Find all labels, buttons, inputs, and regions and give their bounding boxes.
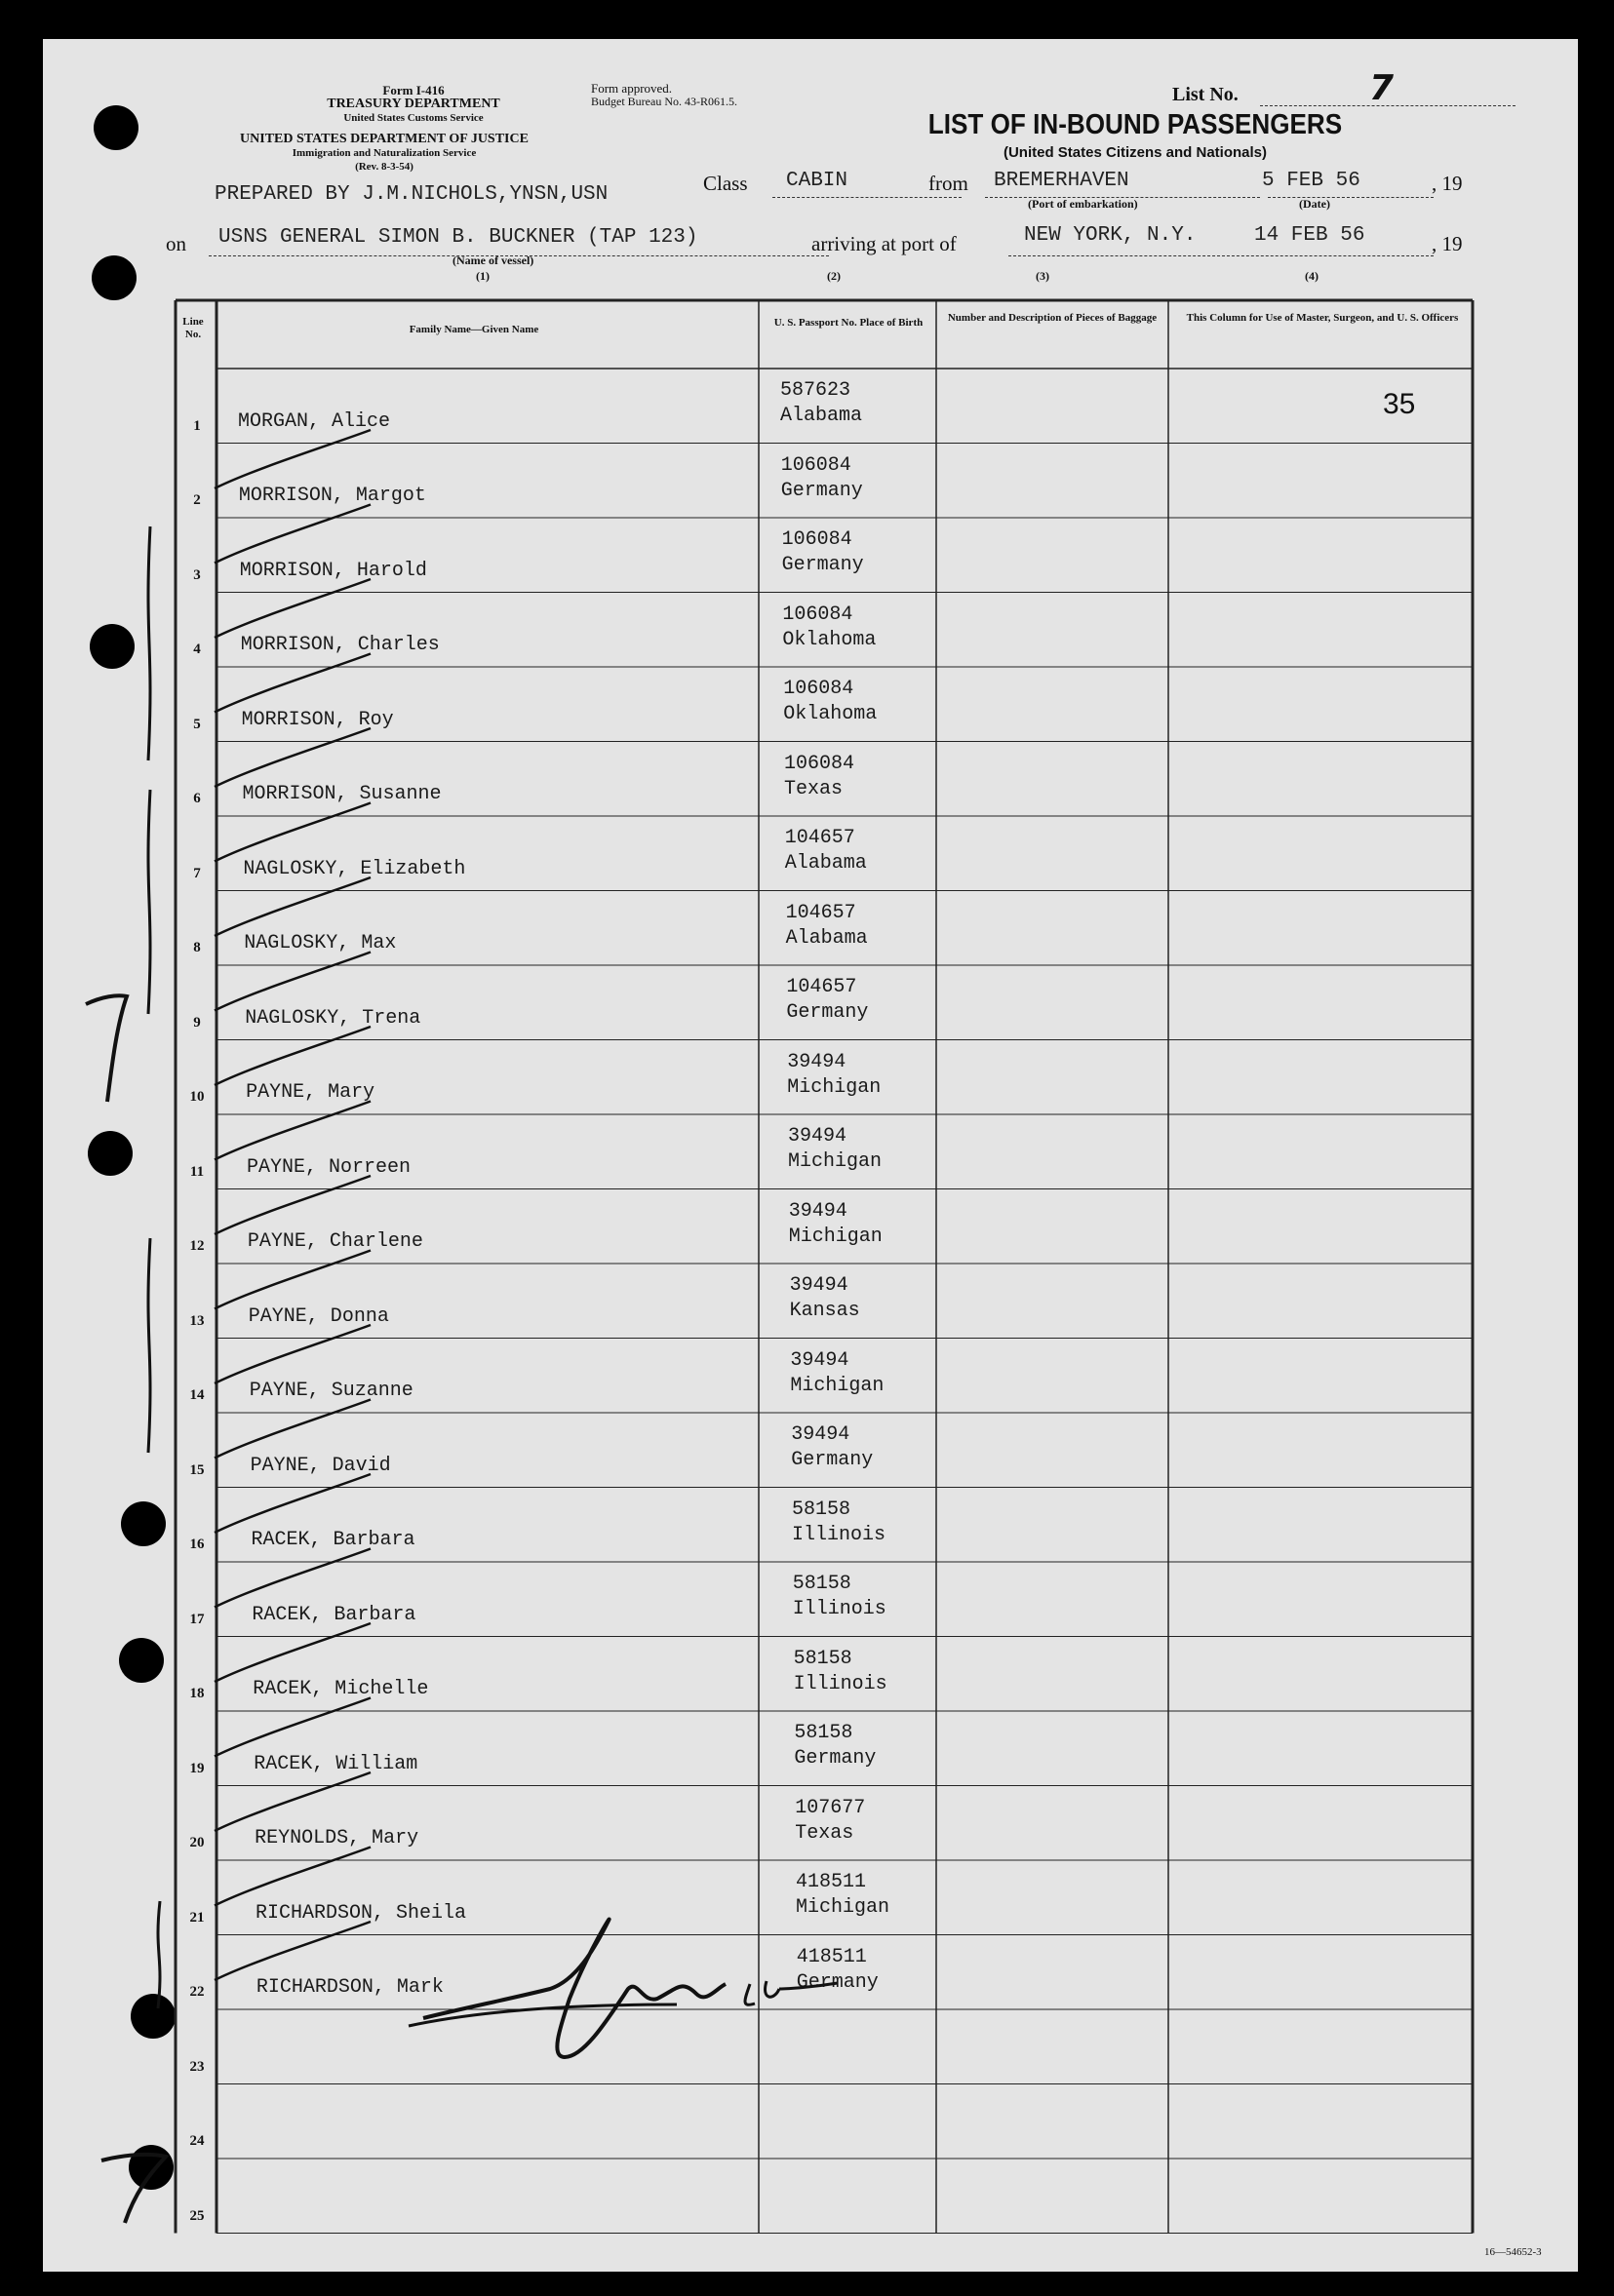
margin-bracket — [148, 526, 150, 760]
check-mark — [215, 505, 371, 564]
birthplace: Germany — [796, 1970, 879, 1994]
passport-number: 39494 — [791, 1423, 850, 1446]
budget-bureau: Budget Bureau No. 43-R061.5. — [591, 95, 737, 108]
line-number: 14 — [189, 1387, 205, 1403]
justice-dept: UNITED STATES DEPARTMENT OF JUSTICE — [240, 132, 529, 146]
birthplace: Alabama — [784, 852, 867, 875]
passenger-name: PAYNE, Mary — [246, 1081, 375, 1104]
form-number: Form I-416 — [382, 83, 445, 97]
check-mark — [215, 1698, 371, 1757]
manifest-sheet — [43, 39, 1578, 2272]
line-number: 18 — [189, 1686, 205, 1701]
check-mark — [215, 1474, 371, 1533]
line-number: 13 — [189, 1312, 205, 1329]
from-caption: (Port of embarkation) — [1028, 197, 1138, 211]
passport-number: 106084 — [782, 603, 853, 626]
col-header-name: Family Name—Given Name — [409, 324, 539, 335]
col-index-3: (3) — [1036, 269, 1049, 283]
passenger-name: MORRISON, Roy — [241, 708, 394, 731]
passenger-name: RICHARDSON, Sheila — [256, 1901, 467, 1925]
passport-number: 418511 — [796, 1871, 867, 1893]
line-number: 1 — [193, 417, 201, 434]
vessel-caption: (Name of vessel) — [453, 253, 534, 267]
passenger-name: NAGLOSKY, Max — [244, 932, 397, 954]
line-number: 7 — [193, 865, 201, 881]
birthplace: Kansas — [789, 1300, 860, 1322]
page-title: LIST OF IN-BOUND PASSENGERS — [927, 109, 1343, 140]
passport-number: 104657 — [785, 901, 856, 924]
passenger-name: PAYNE, Donna — [248, 1304, 389, 1328]
birthplace: Germany — [794, 1747, 877, 1770]
passport-number: 587623 — [780, 379, 851, 402]
check-mark — [215, 1848, 371, 1906]
signature-mark — [404, 1911, 852, 2067]
check-mark — [215, 877, 371, 936]
check-mark — [215, 1400, 371, 1459]
depart-date: 5 FEB 56 — [1262, 170, 1360, 192]
passenger-name: MORRISON, Margot — [238, 485, 426, 507]
birthplace: Germany — [781, 554, 864, 576]
check-mark — [215, 1772, 371, 1831]
check-mark — [215, 430, 371, 488]
check-mark — [215, 1623, 371, 1682]
line-number: 4 — [193, 642, 201, 657]
check-mark — [215, 1251, 371, 1309]
line-number: 6 — [193, 791, 201, 806]
birthplace: Texas — [784, 777, 844, 800]
passenger-name: MORRISON, Susanne — [242, 783, 442, 805]
margin-bracket — [148, 1238, 150, 1453]
col-header-passport: U. S. Passport No. Place of Birth — [773, 317, 924, 329]
arrival-port: NEW YORK, N.Y. — [1024, 224, 1197, 247]
passport-number: 106084 — [784, 752, 855, 775]
year-suffix: , 19 — [1432, 232, 1463, 255]
birthplace: Alabama — [785, 926, 868, 950]
passenger-name: MORRISON, Harold — [239, 559, 427, 582]
list-no-value: 7 — [1369, 68, 1395, 108]
line-number: 24 — [189, 2133, 205, 2149]
class-value: CABIN — [786, 170, 848, 192]
passenger-name: MORRISON, Charles — [240, 634, 440, 656]
passenger-name: PAYNE, Suzanne — [249, 1380, 413, 1402]
arriving-label: arriving at port of — [811, 232, 957, 255]
passenger-name: RACEK, Michelle — [253, 1678, 429, 1700]
prepared-by: PREPARED BY J.M.NICHOLS,YNSN,USN — [215, 183, 609, 206]
birthplace: Michigan — [790, 1374, 885, 1397]
check-mark — [215, 579, 371, 638]
line-number: 12 — [189, 1238, 205, 1254]
passport-number: 106084 — [781, 528, 852, 551]
line-number: 16 — [189, 1537, 205, 1552]
check-mark — [215, 953, 371, 1011]
passport-number: 39494 — [790, 1348, 849, 1372]
ins-service: Immigration and Naturalization Service — [292, 147, 477, 159]
margin-mark — [96, 2135, 174, 2233]
passenger-name: RACEK, Barbara — [252, 1603, 416, 1626]
treasury-dept: TREASURY DEPARTMENT — [327, 97, 500, 111]
check-mark — [215, 1102, 371, 1160]
passenger-name: PAYNE, Norreen — [247, 1155, 412, 1179]
passenger-name: RACEK, William — [254, 1752, 418, 1775]
passport-number: 104657 — [786, 976, 857, 998]
page-subtitle: (United States Citizens and Nationals) — [1003, 144, 1268, 161]
col-header-baggage: Number and Description of Pieces of Baggage — [947, 312, 1158, 324]
line-number: 17 — [189, 1611, 205, 1627]
birthplace: Germany — [780, 479, 863, 502]
passport-number: 58158 — [794, 1722, 853, 1744]
line-number: 3 — [193, 566, 201, 583]
check-mark — [215, 1325, 371, 1383]
col-header-line: Line No. — [182, 316, 204, 340]
check-mark — [215, 728, 371, 787]
date-caption: (Date) — [1299, 197, 1330, 211]
customs-service: United States Customs Service — [343, 112, 484, 124]
passenger-name: MORGAN, Alice — [238, 409, 391, 433]
officer-note: 35 — [1383, 388, 1416, 420]
passenger-name: NAGLOSKY, Trena — [245, 1006, 421, 1030]
form-approved: Form approved. — [591, 81, 673, 96]
passport-number: 39494 — [789, 1274, 848, 1297]
arrival-date: 14 FEB 56 — [1254, 224, 1365, 247]
passport-number: 106084 — [780, 453, 851, 477]
vessel-name: USNS GENERAL SIMON B. BUCKNER (TAP 123) — [218, 226, 698, 249]
birthplace: Oklahoma — [783, 703, 878, 725]
line-number: 19 — [189, 1760, 205, 1776]
birthplace: Illinois — [793, 1672, 887, 1695]
birthplace: Illinois — [792, 1523, 886, 1546]
passenger-name: RACEK, Barbara — [251, 1529, 415, 1551]
birthplace: Michigan — [788, 1225, 883, 1248]
form-revision: (Rev. 8-3-54) — [355, 161, 413, 173]
line-number: 10 — [189, 1089, 205, 1105]
col-index-4: (4) — [1305, 269, 1319, 283]
check-mark — [215, 1922, 371, 1980]
check-mark — [215, 654, 371, 713]
passenger-name: PAYNE, David — [250, 1454, 391, 1477]
on-label: on — [166, 232, 186, 255]
check-mark — [215, 1176, 371, 1234]
passenger-name: NAGLOSKY, Elizabeth — [243, 857, 466, 880]
birthplace: Michigan — [788, 1150, 883, 1173]
passport-number: 39494 — [788, 1125, 847, 1148]
col-header-officers: This Column for Use of Master, Surgeon, and U. S. Officers — [1186, 312, 1459, 324]
line-number: 23 — [189, 2058, 205, 2075]
passport-number: 104657 — [784, 827, 855, 849]
col-index-1: (1) — [476, 269, 490, 283]
passport-number: 418511 — [796, 1945, 867, 1968]
margin-bracket — [158, 1901, 160, 2008]
check-mark — [215, 1549, 371, 1608]
passenger-name: PAYNE, Charlene — [247, 1230, 423, 1253]
passport-number: 107677 — [795, 1796, 866, 1819]
check-mark — [215, 803, 371, 862]
birthplace: Michigan — [787, 1075, 882, 1099]
birthplace: Germany — [786, 1001, 869, 1024]
line-number: 8 — [193, 940, 201, 955]
birthplace: Oklahoma — [782, 628, 877, 651]
from-label: from — [928, 172, 968, 195]
col-index-2: (2) — [827, 269, 841, 283]
passport-number: 58158 — [793, 1647, 852, 1670]
birthplace: Illinois — [792, 1598, 886, 1620]
line-number: 5 — [193, 716, 201, 732]
line-number: 21 — [189, 1909, 205, 1926]
line-number: 22 — [189, 1984, 205, 2000]
list-no-label: List No. — [1172, 84, 1239, 105]
line-number: 25 — [189, 2207, 205, 2224]
line-number: 9 — [193, 1014, 201, 1031]
passenger-name: REYNOLDS, Mary — [255, 1827, 419, 1849]
birthplace: Texas — [795, 1821, 854, 1845]
year-suffix: , 19 — [1432, 172, 1463, 195]
line-number: 15 — [189, 1461, 205, 1478]
line-number: 11 — [189, 1163, 205, 1180]
line-number: 20 — [189, 1835, 205, 1850]
footer-code: 16—54652-3 — [1484, 2246, 1542, 2258]
passport-number: 39494 — [787, 1050, 846, 1073]
from-value: BREMERHAVEN — [994, 170, 1129, 192]
birthplace: Germany — [791, 1449, 874, 1471]
passport-number: 58158 — [792, 1573, 851, 1595]
birthplace: Michigan — [796, 1896, 890, 1919]
passport-number: 106084 — [783, 678, 854, 700]
margin-mark — [78, 975, 137, 1111]
passport-number: 39494 — [788, 1199, 847, 1223]
line-number: 2 — [193, 492, 201, 508]
check-mark — [215, 1027, 371, 1085]
birthplace: Alabama — [780, 405, 863, 427]
passenger-name: RICHARDSON, Mark — [256, 1976, 444, 1999]
passport-number: 58158 — [792, 1498, 851, 1521]
class-label: Class — [703, 172, 748, 195]
margin-bracket — [148, 790, 150, 1014]
